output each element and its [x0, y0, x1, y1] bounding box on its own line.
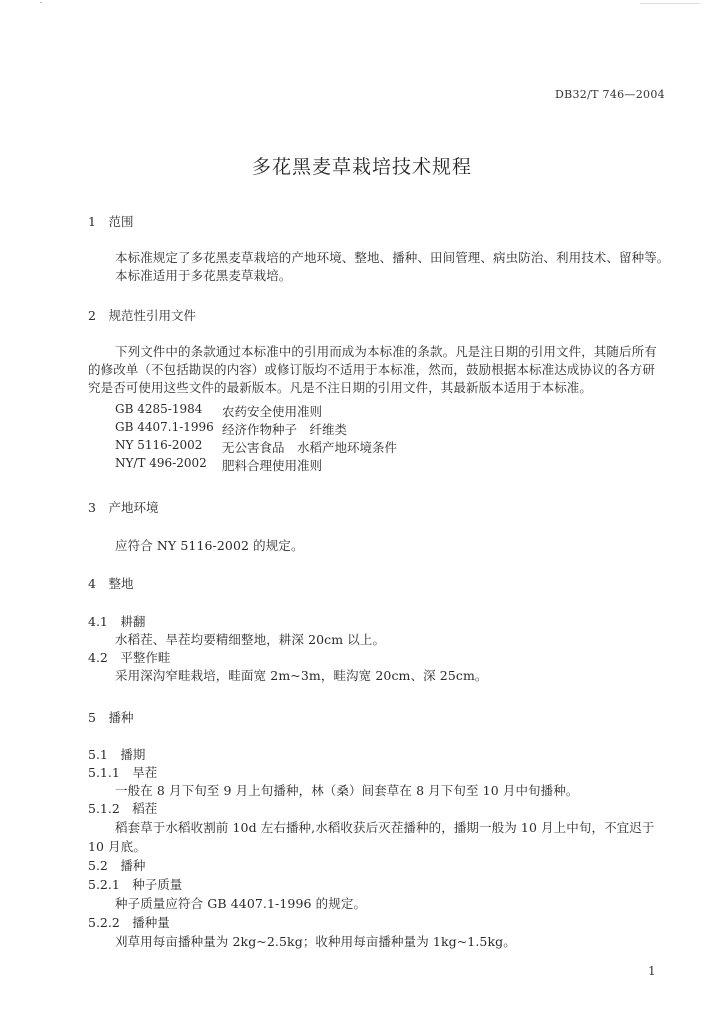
subsection-heading: 5.1 播期 [88, 747, 146, 762]
scan-mark [40, 2, 42, 3]
reference-code: GB 4407.1-1996 [115, 420, 214, 434]
subsection-heading: 5.2.2 播种量 [88, 915, 170, 930]
subsection-heading: 5.1.1 旱茬 [88, 765, 158, 780]
paragraph-line: 的修改单（不包括勘误的内容）或修订版均不适用于本标准，然而，鼓励根据本标准达成协议的各方研 [88, 362, 656, 377]
section-heading-environment: 3 产地环境 [88, 500, 159, 515]
paragraph-line: 10 月底。 [88, 839, 146, 854]
paragraph-line: 刈草用每亩播种量为 2kg~2.5kg；收种用每亩播种量为 1kg~1.5kg。 [115, 934, 516, 949]
paragraph-line: 应符合 NY 5116-2002 的规定。 [115, 538, 304, 553]
section-heading-land-preparation: 4 整地 [88, 576, 134, 591]
page-number: 1 [648, 964, 656, 978]
section-heading-scope: 1 范围 [88, 214, 134, 229]
subsection-heading: 5.2.1 种子质量 [88, 877, 183, 892]
reference-code: NY/T 496-2002 [115, 456, 207, 470]
document-title: 多花黑麦草栽培技术规程 [251, 156, 472, 178]
reference-title: 经济作物种子 纤维类 [222, 422, 348, 437]
reference-code: GB 4285-1984 [115, 402, 203, 416]
paragraph-line: 一般在 8 月下旬至 9 月上旬播种，林（桑）间套草在 8 月下旬至 10 月中旬播种。 [115, 783, 579, 798]
section-heading-sowing: 5 播种 [88, 710, 134, 725]
subsection-heading: 4.2 平整作畦 [88, 650, 171, 665]
paragraph-line: 究是否可使用这些文件的最新版本。凡是不注日期的引用文件，其最新版本适用于本标准。 [88, 380, 593, 395]
section-heading-normative-references: 2 规范性引用文件 [88, 308, 196, 323]
reference-code: NY 5116-2002 [115, 438, 203, 452]
subsection-heading: 5.2 播种 [88, 858, 146, 873]
standard-code: DB32/T 746—2004 [555, 88, 665, 101]
reference-title: 农药安全使用准则 [222, 404, 323, 419]
paragraph-line: 本标准规定了多花黑麦草栽培的产地环境、整地、播种、田间管理、病虫防治、利用技术、留种等。 [115, 250, 670, 265]
paragraph-line: 水稻茬、旱茬均要精细整地，耕深 20cm 以上。 [115, 632, 386, 647]
paragraph-line: 本标准适用于多花黑麦草栽培。 [115, 268, 292, 283]
reference-title: 肥料合理使用准则 [222, 458, 323, 473]
paragraph-line: 种子质量应符合 GB 4407.1-1996 的规定。 [115, 896, 367, 911]
reference-title: 无公害食品 水稻产地环境条件 [222, 440, 398, 455]
scan-mark [640, 3, 700, 4]
subsection-heading: 5.1.2 稻茬 [88, 801, 158, 816]
paragraph-line: 稻套草于水稻收割前 10d 左右播种,水稻收获后灭茬播种的，播期一般为 10 月上中旬，不宜迟于 [115, 820, 655, 835]
paragraph-line: 采用深沟窄畦栽培，畦面宽 2m~3m，畦沟宽 20cm、深 25cm。 [115, 668, 488, 683]
subsection-heading: 4.1 耕翻 [88, 614, 146, 629]
paragraph-line: 下列文件中的条款通过本标准中的引用而成为本标准的条款。凡是注日期的引用文件，其随后所有 [115, 344, 657, 359]
